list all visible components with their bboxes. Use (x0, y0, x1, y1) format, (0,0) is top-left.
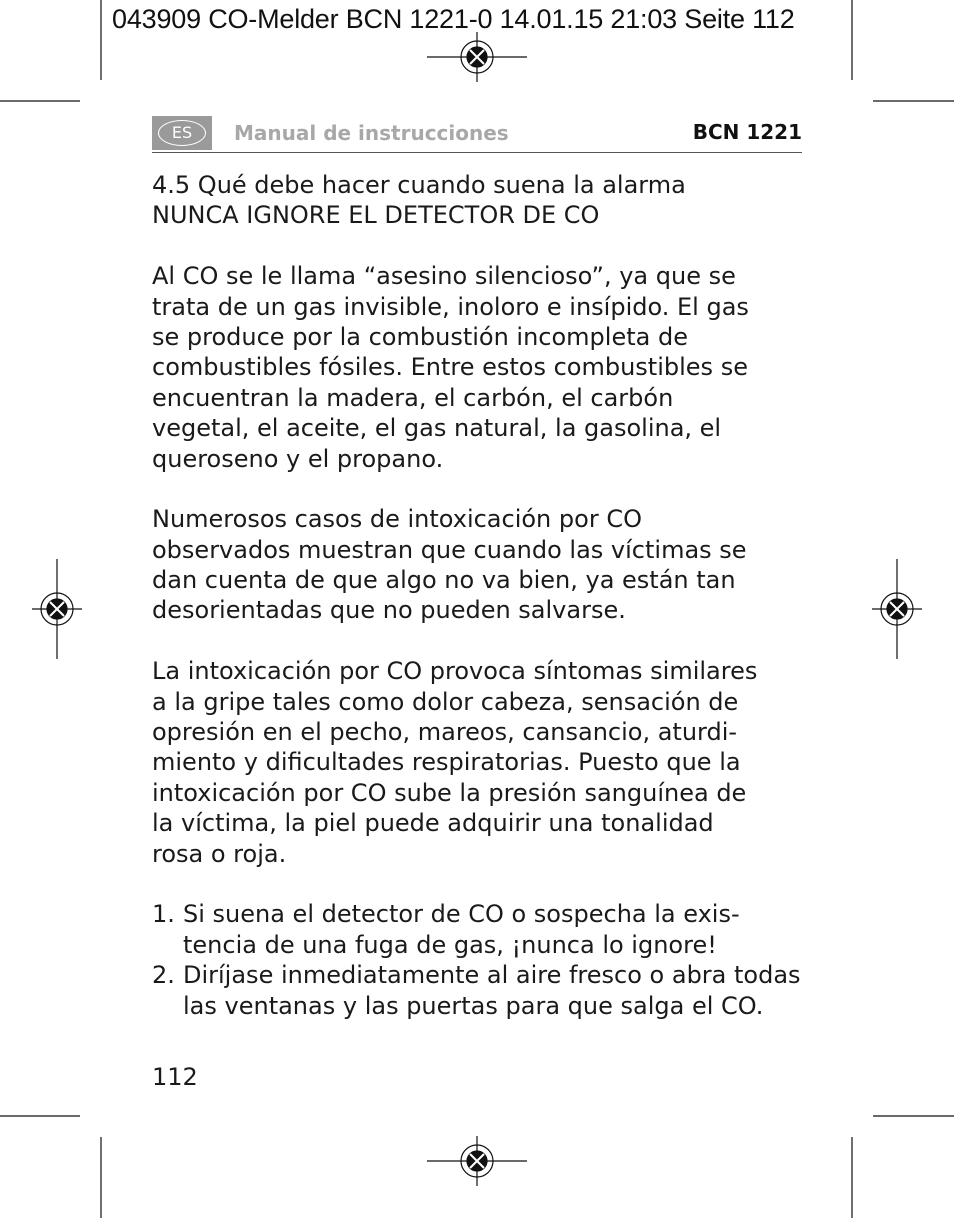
paragraph-line: desorientadas que no pueden salvarse. (152, 596, 626, 625)
paragraph-line: rosa o roja. (152, 839, 287, 868)
heading-line: NUNCA IGNORE EL DETECTOR DE CO (152, 201, 600, 230)
list-item-line: Diríjase inmediatamente al aire fresco o abra todas (183, 961, 801, 990)
list-item-number: 2. (152, 961, 175, 990)
paragraph-line: La intoxicación por CO provoca síntomas similares (152, 657, 758, 686)
paragraph-line: encuentran la madera, el carbón, el carbón (152, 383, 674, 412)
manual-title: Manual de instrucciones (234, 121, 509, 145)
paragraph-line: a la gripe tales como dolor cabeza, sensación de (152, 687, 739, 716)
paragraph-line: dan cuenta de que algo no va bien, ya están tan (152, 566, 736, 595)
paragraph-line: la víctima, la piel puede adquirir una tonalidad (152, 809, 714, 838)
paragraph-line: trata de un gas invisible, inoloro e insípido. El gas (152, 292, 749, 321)
registration-mark-right (872, 559, 922, 659)
registration-mark-bottom (427, 1136, 527, 1186)
list-item (152, 960, 812, 1021)
paragraph-line: Numerosos casos de intoxicación por CO (152, 505, 642, 534)
numbered-list (152, 899, 812, 1021)
paragraph-line: observados muestran que cuando las víctimas se (152, 535, 747, 564)
paragraph-line: combustibles fósiles. Entre estos combustibles se (152, 353, 748, 382)
language-badge (152, 116, 212, 150)
paragraph (152, 656, 812, 869)
paragraph-line: miento y dificultades respiratorias. Puesto que la (152, 748, 741, 777)
paragraph-line: se produce por la combustión incompleta de (152, 322, 688, 351)
section-heading (152, 170, 812, 231)
heading-line: 4.5 Qué debe hacer cuando suena la alarma (152, 171, 686, 199)
list-item-line: tencia de una fuga de gas, ¡nunca lo ignore! (183, 930, 717, 959)
language-code: ES (158, 120, 206, 146)
paragraph-line: vegetal, el aceite, el gas natural, la gasolina, el (152, 414, 722, 443)
list-item-number: 1. (152, 900, 175, 929)
print-slug-line: 043909 CO-Melder BCN 1221-0 14.01.15 21:03 Seite 112 (112, 4, 795, 34)
paragraph-line: queroseno y el propano. (152, 444, 444, 473)
list-item-line: las ventanas y las puertas para que salga el CO. (183, 991, 764, 1020)
page-header (152, 114, 802, 153)
paragraph-line: Al CO se le llama “asesino silencioso”, ya que se (152, 262, 736, 291)
page-number: 112 (152, 1063, 198, 1091)
registration-mark-left (32, 559, 82, 659)
model-name: BCN 1221 (692, 120, 802, 144)
registration-mark-top (427, 32, 527, 82)
paragraph (152, 261, 812, 474)
paragraph-line: intoxicación por CO sube la presión sanguínea de (152, 778, 747, 807)
list-item-line: Si suena el detector de CO o sospecha la exis- (183, 900, 740, 929)
paragraph (152, 504, 812, 626)
list-item (152, 899, 812, 960)
section-content (152, 170, 812, 1021)
paragraph-line: opresión en el pecho, mareos, cansancio, aturdi- (152, 718, 738, 747)
